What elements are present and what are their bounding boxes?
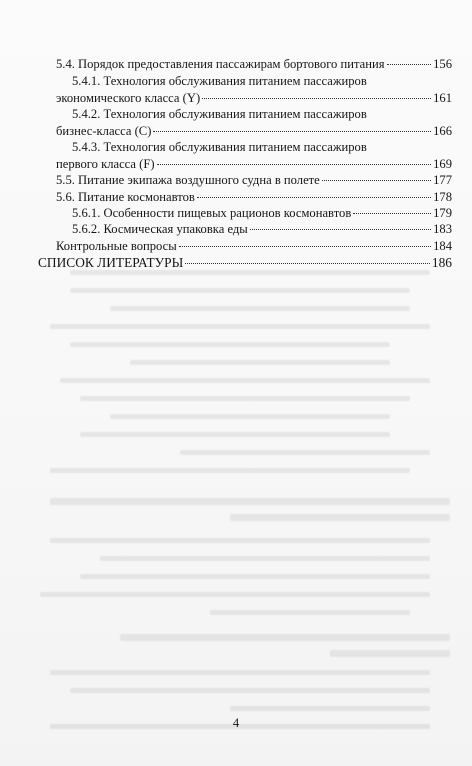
toc-page-number: 178 bbox=[433, 190, 452, 204]
toc-page-number: 183 bbox=[433, 222, 452, 236]
toc-page-number: 186 bbox=[431, 255, 452, 270]
toc-entry-5-4-1[interactable] bbox=[56, 91, 452, 107]
bleed-through-texture bbox=[30, 266, 450, 736]
page-number: 4 bbox=[232, 716, 240, 730]
toc-page-number: 166 bbox=[433, 124, 452, 138]
leader-dots bbox=[322, 180, 431, 181]
toc-page-number: 177 bbox=[433, 173, 452, 187]
toc-entry-5-6-2[interactable] bbox=[72, 222, 452, 238]
toc-entry-5-4-2-line1: 5.4.2. Технология обслуживания питанием пассажиров bbox=[72, 107, 367, 121]
toc-entry-title: 5.4. Порядок предоставления пассажирам бортового питания bbox=[56, 57, 385, 71]
toc-entry-5-4-3-line1: 5.4.3. Технология обслуживания питанием пассажиров bbox=[72, 140, 367, 154]
toc-entry-title: экономического класса (Y) bbox=[56, 91, 201, 105]
leader-dots bbox=[153, 131, 431, 132]
toc-entry-5-4[interactable] bbox=[56, 57, 452, 73]
leader-dots bbox=[185, 263, 430, 264]
toc-entry-title: СПИСОК ЛИТЕРАТУРЫ bbox=[38, 255, 184, 270]
toc-entry-5-4-2[interactable] bbox=[56, 124, 452, 140]
toc-page-number: 179 bbox=[433, 206, 452, 220]
toc-page-number: 184 bbox=[433, 239, 452, 253]
toc-entry-5-6-1[interactable] bbox=[72, 206, 452, 222]
toc-entry-bibliography[interactable] bbox=[38, 255, 452, 271]
toc-page-number: 156 bbox=[433, 57, 452, 71]
toc-entry-title: 5.6.1. Особенности пищевых рационов космонавтов bbox=[72, 206, 352, 220]
toc-entry-title: 5.6. Питание космонавтов bbox=[56, 190, 195, 204]
toc-entry-title: первого класса (F) bbox=[56, 157, 155, 171]
toc-entry-5-4-3[interactable] bbox=[56, 157, 452, 173]
toc-entry-title: 5.6.2. Космическая упаковка еды bbox=[72, 222, 248, 236]
toc-page-number: 161 bbox=[433, 91, 452, 105]
toc-entry-5-6[interactable] bbox=[56, 190, 452, 206]
toc-entry-title: бизнес-класса (C) bbox=[56, 124, 152, 138]
toc-entry-5-5[interactable] bbox=[56, 173, 452, 189]
leader-dots bbox=[157, 164, 432, 165]
leader-dots bbox=[387, 64, 432, 65]
toc-entry-review-questions[interactable] bbox=[56, 239, 452, 255]
leader-dots bbox=[353, 213, 431, 214]
toc-entry-5-4-1-line1: 5.4.1. Технология обслуживания питанием пассажиров bbox=[72, 74, 367, 88]
toc-page-number: 169 bbox=[433, 157, 452, 171]
toc-entry-title: 5.5. Питание экипажа воздушного судна в полете bbox=[56, 173, 320, 187]
leader-dots bbox=[250, 229, 431, 230]
leader-dots bbox=[179, 246, 431, 247]
leader-dots bbox=[202, 98, 431, 99]
toc-entry-title: Контрольные вопросы bbox=[56, 239, 177, 253]
leader-dots bbox=[197, 197, 431, 198]
